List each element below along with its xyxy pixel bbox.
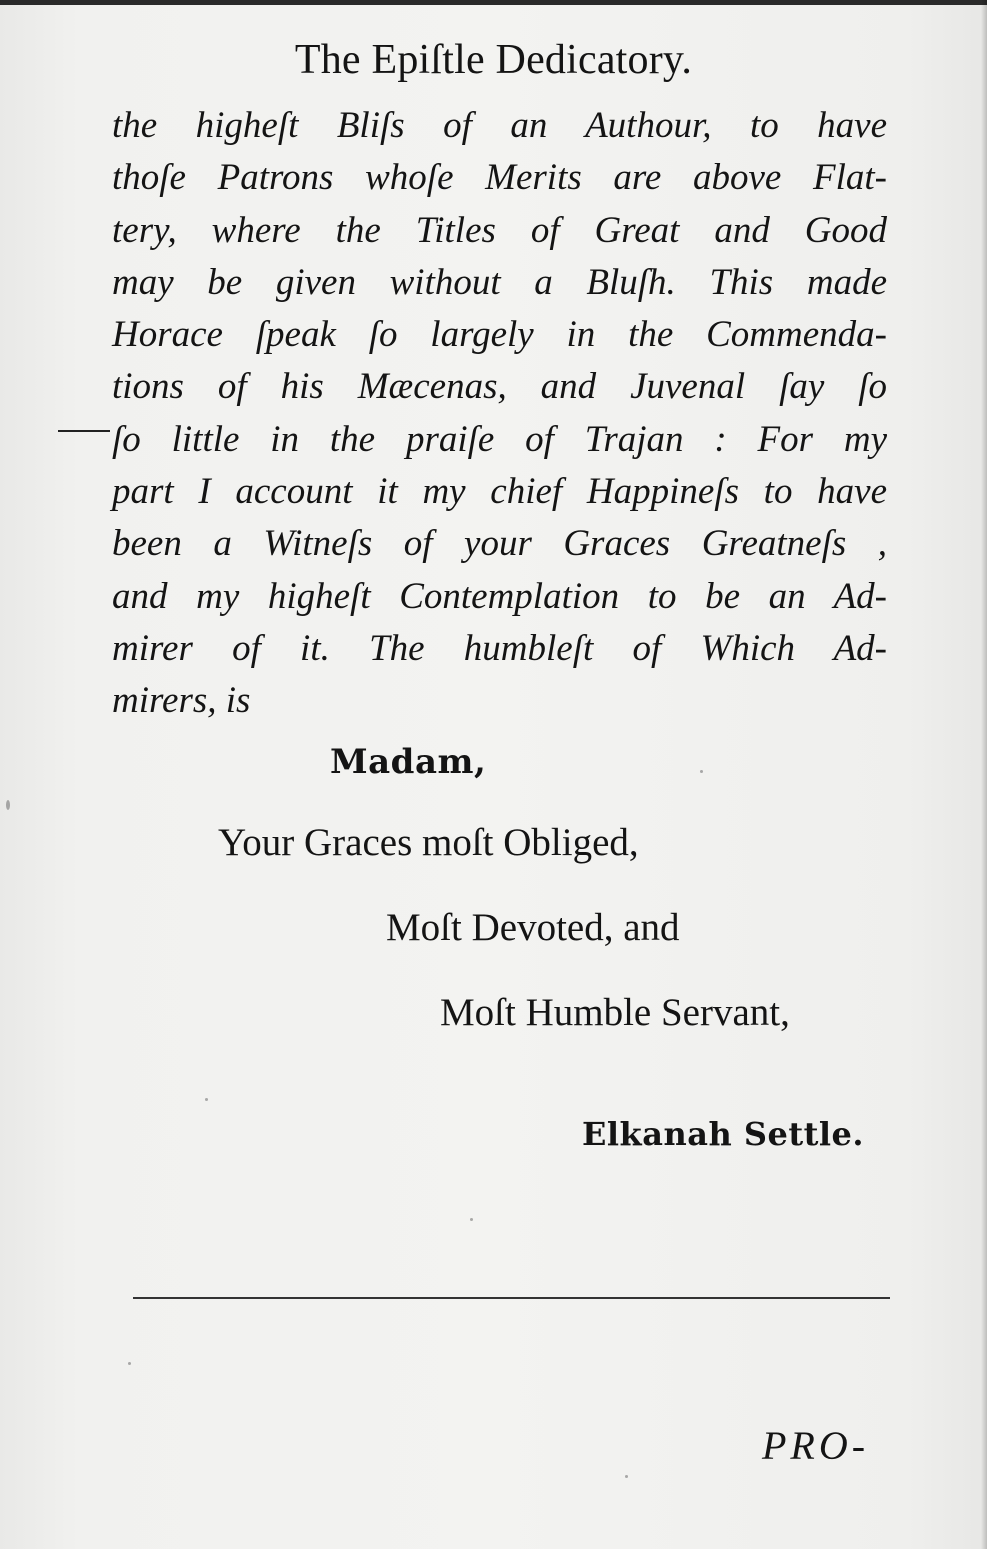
dedication-text [112,100,887,728]
dedication-line: and my higheſt Contemplation to be an Ad- [112,575,887,617]
running-title [0,36,987,84]
paper-speck [205,1098,208,1101]
closing-line: Moſt Devoted, and [386,906,680,949]
closing-line: Your Graces moſt Obliged, [218,821,639,864]
scan-right-edge [981,0,987,1549]
paper-speck [6,800,10,810]
dedication-line: the higheſt Bliſs of an Authour, to have [112,105,887,146]
divider-rule [133,1297,890,1299]
dedication-line: Horace ſpeak ſo largely in the Commenda- [112,314,887,356]
dedication-line: part I account it my chief Happineſs to have [112,471,887,513]
catchword: PRO- [762,1423,870,1468]
dedication-line: mirer of it. The humbleſt of Which Ad- [112,627,887,669]
dedication-line: tions of his Mæcenas, and Juvenal ſay ſo [112,366,887,408]
dedication-line: may be given without a Bluſh. This made [112,261,887,303]
dedication-line: mirers, is [112,680,251,722]
running-title-text: The Epiſtle Dedicatory. [294,37,693,83]
paper-speck [625,1475,628,1478]
paper-speck [470,1218,473,1221]
salutation: Madam, [330,742,487,782]
closing-line: Moſt Humble Servant, [440,991,790,1034]
scan-top-edge [0,0,987,5]
margin-mark [58,430,110,432]
paper-speck [700,770,703,773]
paper-speck [128,1362,131,1365]
signature: Elkanah Settle. [582,1115,865,1153]
dedication-line: been a Witneſs of your Graces Greatneſs , [112,523,887,565]
dedication-line: ſo little in the praiſe of Trajan : For my [112,418,887,460]
dedication-line: thoſe Patrons whoſe Merits are above Flat- [112,157,887,199]
dedication-line: tery, where the Titles of Great and Good [112,209,887,251]
